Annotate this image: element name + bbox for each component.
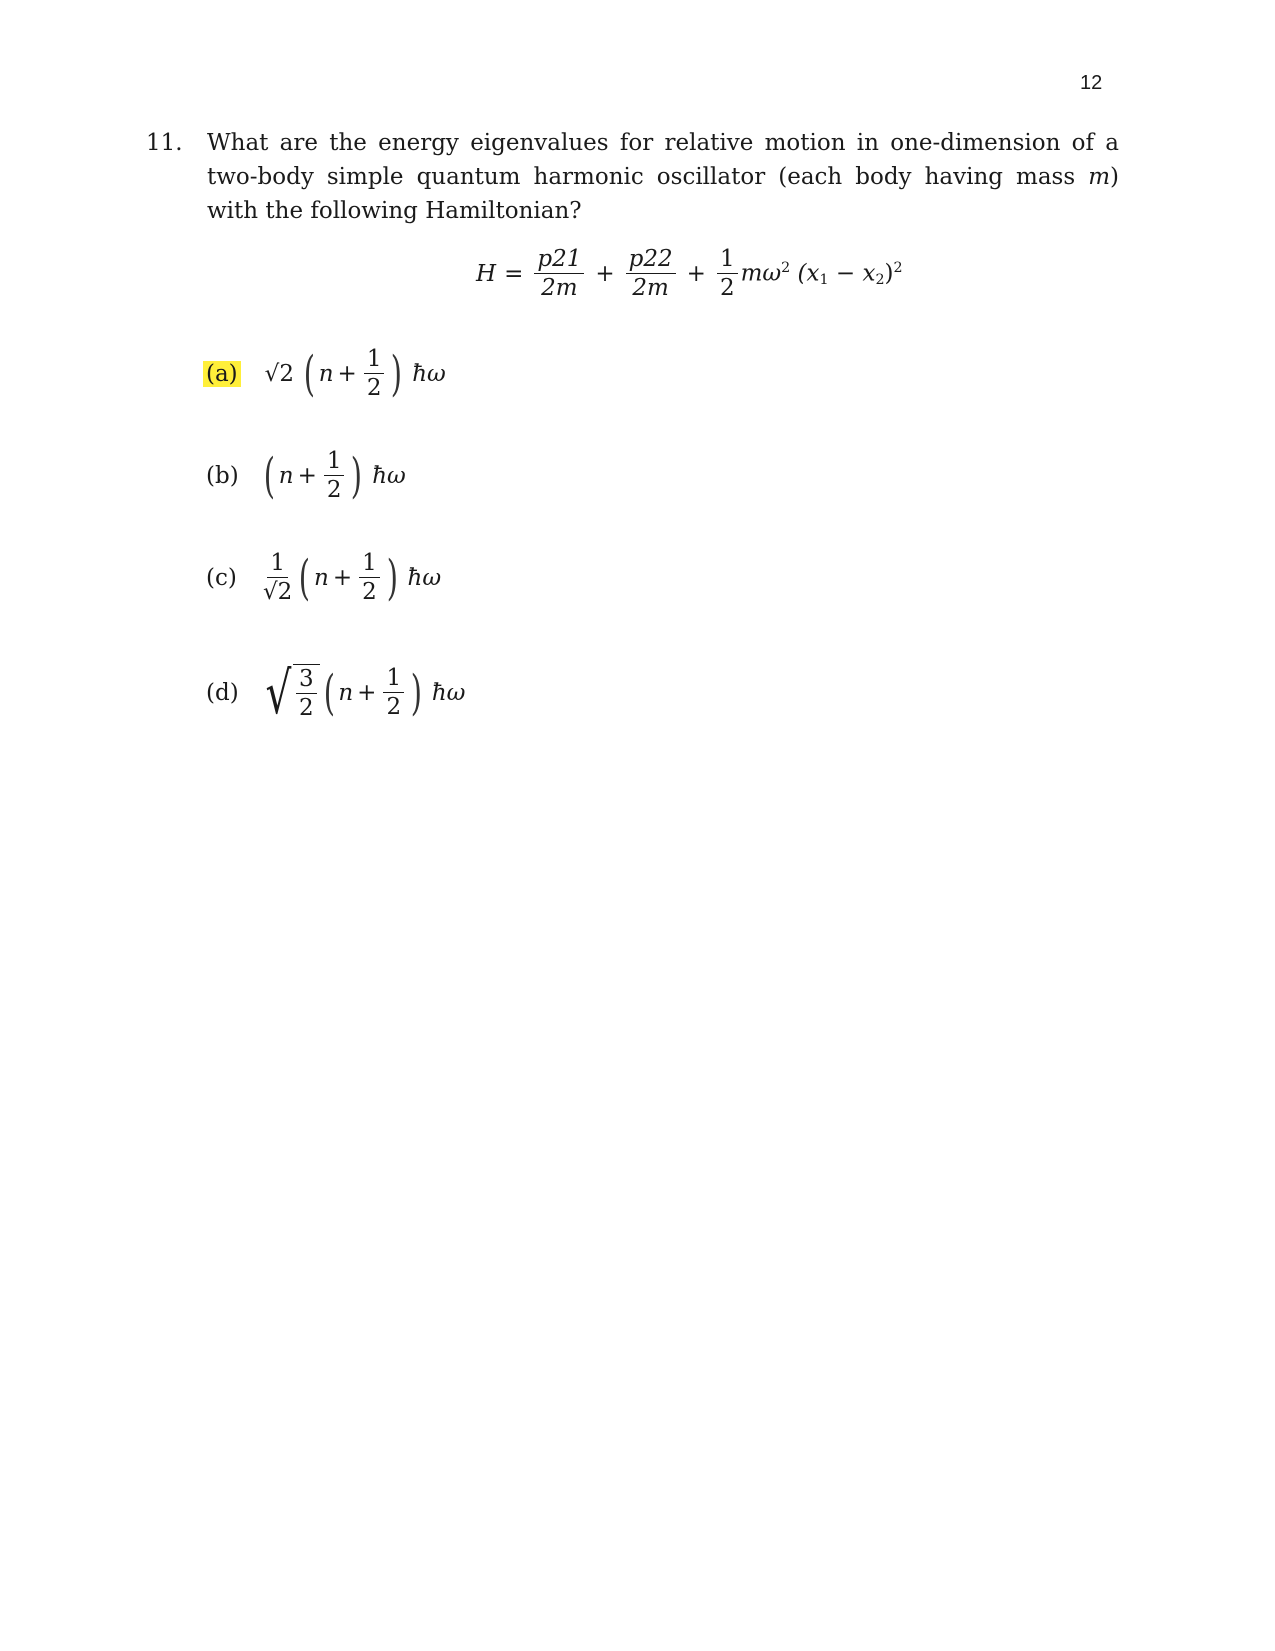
hbar-omega: ħω: [372, 463, 406, 489]
question-number: 11.: [146, 130, 183, 156]
one-over-sqrt-two: $\frac{1}{√2}$: [263, 550, 293, 605]
n-variable: n: [314, 565, 329, 591]
question-text: [207, 126, 1119, 228]
option-c[interactable]: (c) $\frac{1}{√2}$ ( n + $\frac{1}{2}$ ) ħω: [206, 550, 442, 606]
kinetic-term-1: $\frac{p21}{2m}$: [534, 248, 584, 300]
plus-sign: +: [595, 261, 615, 287]
half-fraction: $\frac{1}{2}$: [383, 667, 404, 719]
half-fraction: $\frac{1}{2}$: [364, 348, 385, 400]
question-text-part2: ) with the following Hamiltonian?: [207, 164, 1119, 224]
option-b-label: (b): [206, 463, 239, 489]
half-fraction: $\frac{1}{2}$: [717, 248, 738, 300]
option-c-label: (c): [206, 565, 237, 591]
option-b[interactable]: (b) ( n + $\frac{1}{2}$ ) ħω: [206, 448, 406, 504]
option-d[interactable]: (d) √ $\frac{3}{2}$ ( n + $\frac{1}{2}$ ) ħω: [206, 659, 466, 727]
n-variable: n: [318, 361, 334, 387]
half-fraction: $\frac{1}{2}$: [324, 450, 345, 502]
hbar-omega: ħω: [431, 680, 466, 706]
kinetic-term-2: $\frac{p22}{2m}$: [626, 248, 676, 300]
sqrt-three-halves: √ $\frac{3}{2}$: [260, 664, 320, 722]
equals-sign: =: [504, 261, 524, 287]
option-a-label: (a): [203, 361, 241, 387]
question-text-part1: What are the energy eigenvalues for relative motion in one-dimension of a two-body simple quantum harmonic oscillator (each body having mass: [207, 130, 1119, 190]
half-fraction: $\frac{1}{2}$: [359, 552, 380, 604]
sqrt-two: √2: [264, 361, 294, 387]
radical-icon: √: [265, 659, 292, 727]
hamiltonian-lhs: H: [476, 261, 497, 287]
option-a[interactable]: (a) √2 ( n + $\frac{1}{2}$ ) ħω: [206, 348, 446, 400]
n-variable: n: [278, 463, 294, 489]
hbar-omega: ħω: [407, 565, 442, 591]
hamiltonian-equation: [476, 248, 903, 300]
option-d-label: (d): [206, 680, 239, 706]
hbar-omega: ħω: [412, 361, 446, 387]
page-number: 12: [1080, 72, 1103, 94]
potential-term: $m\omega^2$ $(x_1 - x_2)^2$: [740, 259, 903, 289]
plus-sign: +: [686, 261, 706, 287]
question-variable-m: m: [1088, 164, 1111, 190]
n-variable: n: [338, 680, 354, 706]
